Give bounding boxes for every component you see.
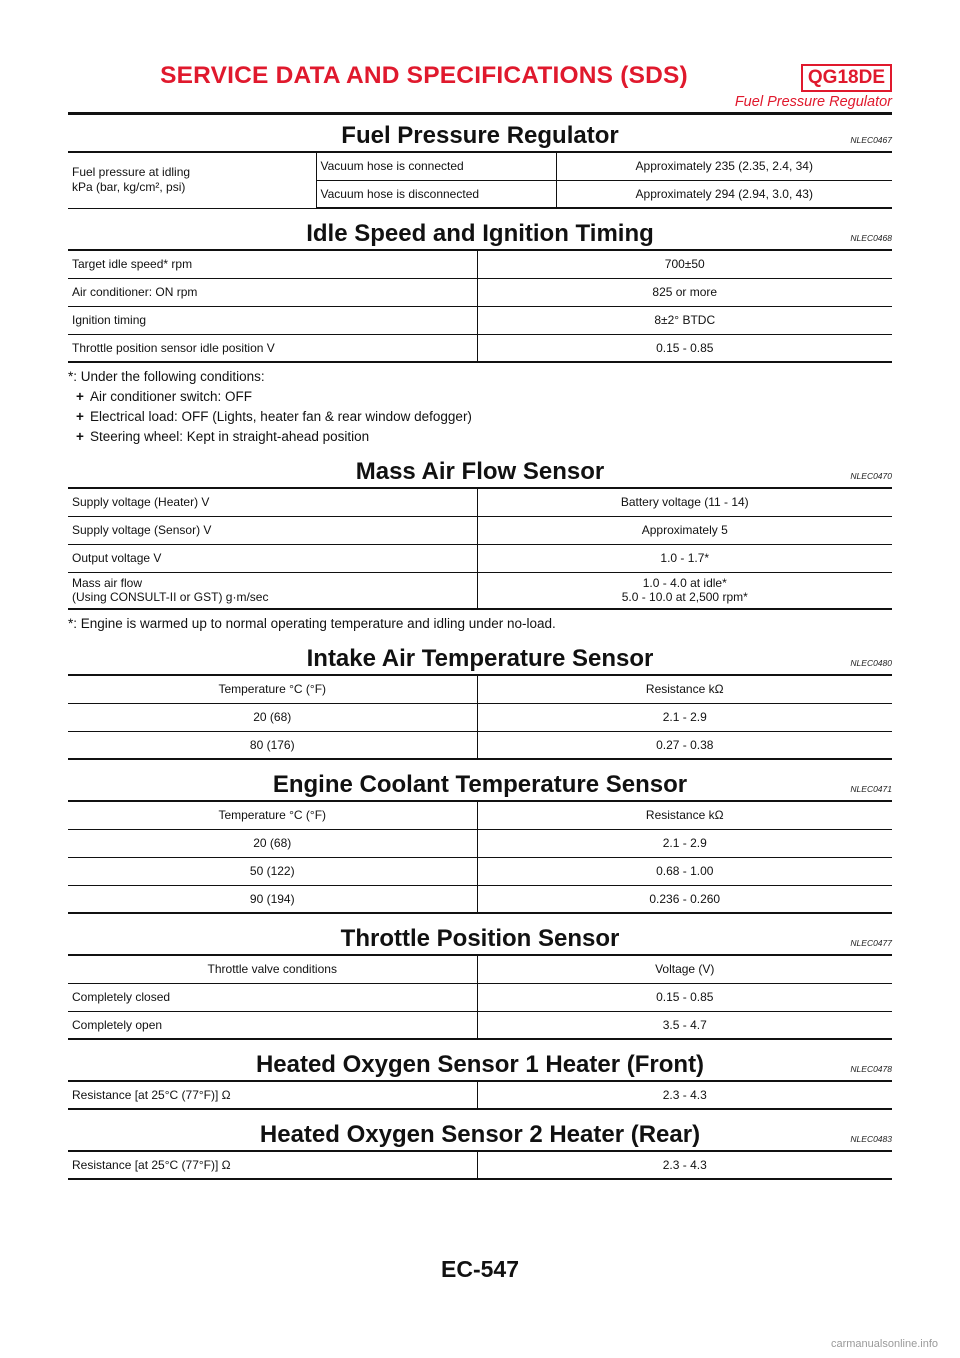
ho2s2-heading xyxy=(68,1110,892,1150)
header-subtitle: Fuel Pressure Regulator xyxy=(734,94,892,110)
tps-title: Throttle Position Sensor xyxy=(340,925,620,952)
watermark: carmanualsonline.info xyxy=(830,1338,938,1350)
ect-table xyxy=(68,800,892,914)
table-header-cell: Temperature °C (°F) xyxy=(68,801,477,829)
table-row xyxy=(68,278,892,306)
fuel-pressure-title: Fuel Pressure Regulator xyxy=(341,122,619,149)
table-row xyxy=(68,703,892,731)
maf-flow-value-2500: 5.0 - 10.0 at 2,500 rpm* xyxy=(621,590,748,605)
page-header xyxy=(68,62,892,112)
table-cell: Throttle position sensor idle position V xyxy=(68,334,477,362)
bullet-marker: + xyxy=(76,409,84,424)
fuel-pressure-table xyxy=(68,151,892,209)
table-cell: 2.1 - 2.9 xyxy=(477,703,892,731)
tps-heading xyxy=(68,914,892,954)
table-header-cell: Voltage (V) xyxy=(477,955,892,983)
table-cell: 8±2° BTDC xyxy=(477,306,892,334)
table-cell: Vacuum hose is disconnected xyxy=(316,180,556,208)
note-text: *: Under the following conditions: xyxy=(68,369,265,384)
ho2s2-id: NLEC0483 xyxy=(850,1134,892,1144)
list-item xyxy=(68,407,892,427)
maf-title: Mass Air Flow Sensor xyxy=(355,458,605,485)
table-cell: Supply voltage (Heater) V xyxy=(68,488,477,516)
table-row xyxy=(68,1151,892,1179)
table-header-cell: Resistance kΩ xyxy=(477,801,892,829)
table-cell: Resistance [at 25°C (77°F)] Ω xyxy=(68,1081,477,1109)
iat-heading xyxy=(68,634,892,674)
ho2s2-title: Heated Oxygen Sensor 2 Heater (Rear) xyxy=(259,1121,701,1148)
ho2s1-table xyxy=(68,1080,892,1110)
table-cell: 90 (194) xyxy=(68,885,477,913)
table-row xyxy=(68,829,892,857)
fuel-pressure-label: Fuel pressure at idling xyxy=(72,165,191,180)
table-cell: 20 (68) xyxy=(68,703,477,731)
ho2s1-heading xyxy=(68,1040,892,1080)
content xyxy=(68,112,892,1180)
table-cell: 20 (68) xyxy=(68,829,477,857)
list-item xyxy=(68,427,892,447)
table-cell: 1.0 - 1.7* xyxy=(477,544,892,572)
table-row xyxy=(68,572,892,609)
table-cell: Approximately 294 (2.94, 3.0, 43) xyxy=(556,180,892,208)
table-cell xyxy=(477,572,892,609)
table-header-cell: Resistance kΩ xyxy=(477,675,892,703)
ect-title: Engine Coolant Temperature Sensor xyxy=(272,771,688,798)
table-cell: Completely closed xyxy=(68,983,477,1011)
list-item-text: Electrical load: OFF (Lights, heater fan & rear window defogger) xyxy=(90,409,472,424)
fuel-pressure-id: NLEC0467 xyxy=(850,135,892,145)
fuel-pressure-unit: kPa (bar, kg/cm², psi) xyxy=(72,180,186,195)
iat-table xyxy=(68,674,892,760)
maf-flow-label: Mass air flow xyxy=(72,576,143,591)
table-row xyxy=(68,731,892,759)
table-row xyxy=(68,152,892,180)
ect-id: NLEC0471 xyxy=(850,784,892,794)
tps-table xyxy=(68,954,892,1040)
table-cell: Air conditioner: ON rpm xyxy=(68,278,477,306)
engine-code-badge: QG18DE xyxy=(801,64,892,92)
ect-heading xyxy=(68,760,892,800)
table-cell: 0.15 - 0.85 xyxy=(477,983,892,1011)
idle-speed-note xyxy=(68,367,892,447)
table-cell: 0.15 - 0.85 xyxy=(477,334,892,362)
iat-title: Intake Air Temperature Sensor xyxy=(306,645,654,672)
table-cell: 50 (122) xyxy=(68,857,477,885)
fuel-pressure-heading xyxy=(68,115,892,151)
idle-speed-heading xyxy=(68,209,892,249)
table-row xyxy=(68,516,892,544)
idle-speed-table xyxy=(68,249,892,363)
table-row xyxy=(68,983,892,1011)
maf-id: NLEC0470 xyxy=(850,471,892,481)
table-row xyxy=(68,857,892,885)
table-cell: 2.3 - 4.3 xyxy=(477,1151,892,1179)
idle-speed-title: Idle Speed and Ignition Timing xyxy=(306,220,654,247)
table-cell: Target idle speed* rpm xyxy=(68,250,477,278)
table-row xyxy=(68,250,892,278)
table-cell: Battery voltage (11 - 14) xyxy=(477,488,892,516)
table-cell xyxy=(68,152,316,208)
table-cell xyxy=(68,572,477,609)
table-row xyxy=(68,885,892,913)
table-row xyxy=(68,306,892,334)
table-cell: 700±50 xyxy=(477,250,892,278)
ho2s1-id: NLEC0478 xyxy=(850,1064,892,1074)
maf-flow-value-idle: 1.0 - 4.0 at idle* xyxy=(642,576,727,591)
table-cell: Approximately 5 xyxy=(477,516,892,544)
ho2s2-table xyxy=(68,1150,892,1180)
tps-id: NLEC0477 xyxy=(850,938,892,948)
ho2s1-title: Heated Oxygen Sensor 1 Heater (Front) xyxy=(255,1051,705,1078)
table-cell: Approximately 235 (2.35, 2.4, 34) xyxy=(556,152,892,180)
idle-speed-id: NLEC0468 xyxy=(850,233,892,243)
table-header-row xyxy=(68,801,892,829)
table-header-cell: Temperature °C (°F) xyxy=(68,675,477,703)
table-row xyxy=(68,488,892,516)
table-cell: Resistance [at 25°C (77°F)] Ω xyxy=(68,1151,477,1179)
table-cell: 0.27 - 0.38 xyxy=(477,731,892,759)
table-cell: Supply voltage (Sensor) V xyxy=(68,516,477,544)
list-item xyxy=(68,387,892,407)
maf-flow-label-detail: (Using CONSULT-II or GST) g·m/sec xyxy=(72,590,269,605)
bullet-marker: + xyxy=(76,389,84,404)
section-heading: SERVICE DATA AND SPECIFICATIONS (SDS) xyxy=(160,62,688,89)
table-cell: 2.3 - 4.3 xyxy=(477,1081,892,1109)
table-cell: 80 (176) xyxy=(68,731,477,759)
maf-heading xyxy=(68,447,892,487)
table-header-row xyxy=(68,955,892,983)
table-row xyxy=(68,334,892,362)
table-cell: 3.5 - 4.7 xyxy=(477,1011,892,1039)
table-cell: 0.236 - 0.260 xyxy=(477,885,892,913)
maf-note: *: Engine is warmed up to normal operating temperature and idling under no-load. xyxy=(68,616,556,631)
maf-table xyxy=(68,487,892,610)
table-header-cell: Throttle valve conditions xyxy=(68,955,477,983)
table-cell: Output voltage V xyxy=(68,544,477,572)
table-row xyxy=(68,1011,892,1039)
iat-id: NLEC0480 xyxy=(850,658,892,668)
table-row xyxy=(68,1081,892,1109)
bullet-marker: + xyxy=(76,429,84,444)
table-cell: 0.68 - 1.00 xyxy=(477,857,892,885)
table-cell: Completely open xyxy=(68,1011,477,1039)
table-header-row xyxy=(68,675,892,703)
page-number: EC-547 xyxy=(441,1256,519,1282)
table-cell: Vacuum hose is connected xyxy=(316,152,556,180)
list-item-text: Steering wheel: Kept in straight-ahead position xyxy=(90,429,370,444)
table-cell: 2.1 - 2.9 xyxy=(477,829,892,857)
list-item-text: Air conditioner switch: OFF xyxy=(90,389,253,404)
table-row xyxy=(68,544,892,572)
table-cell: 825 or more xyxy=(477,278,892,306)
table-cell: Ignition timing xyxy=(68,306,477,334)
